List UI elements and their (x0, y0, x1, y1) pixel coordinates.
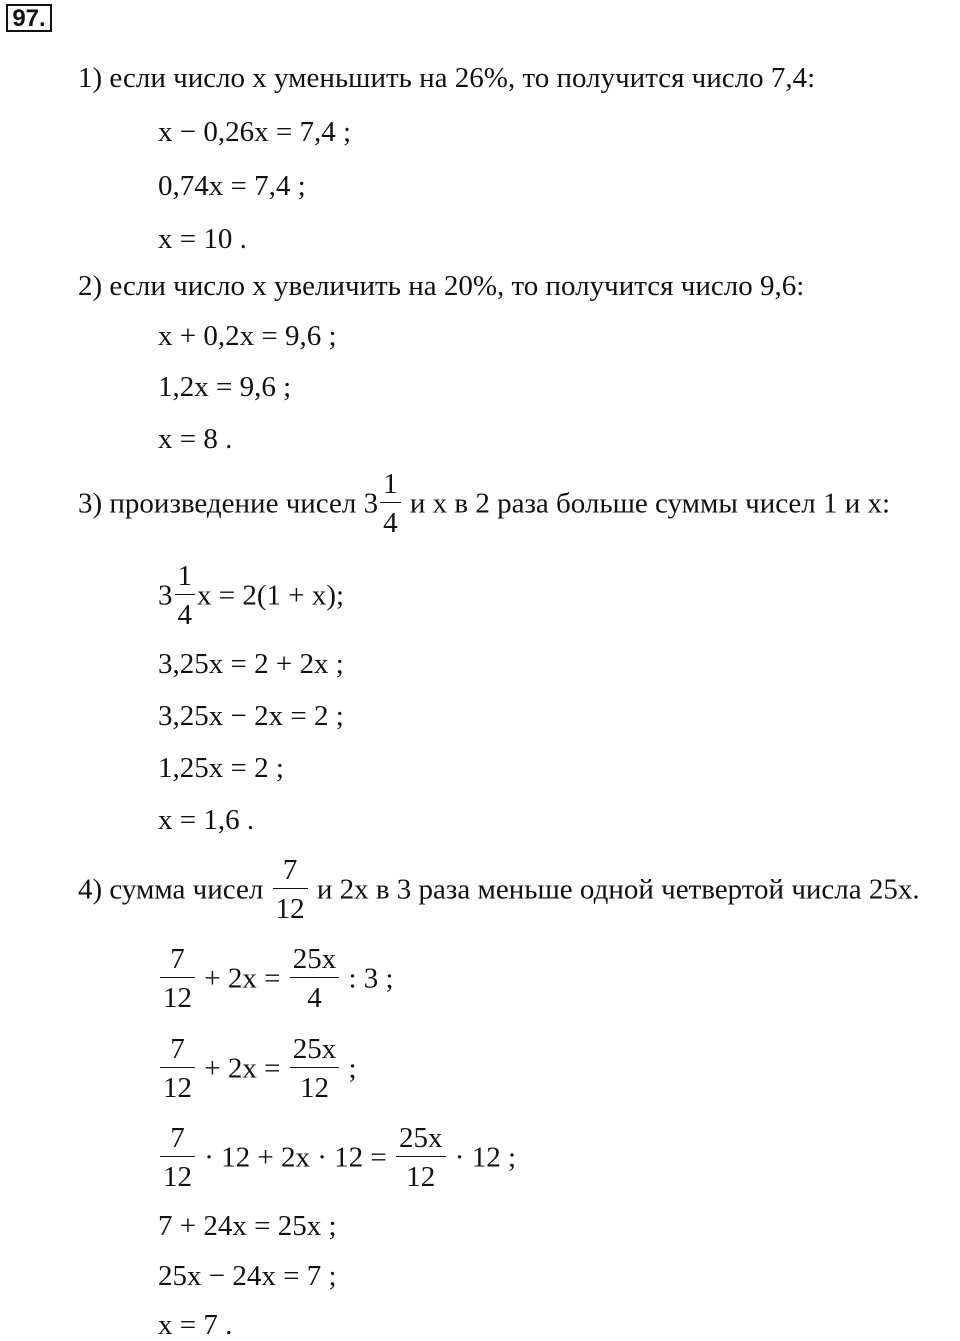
part2-step: x = 8 . (158, 423, 233, 455)
part3-step (158, 562, 344, 630)
part1-step: x − 0,26x = 7,4 ; (158, 116, 352, 148)
fraction-numerator: 1 (177, 560, 192, 592)
part3-step: 1,25x = 2 ; (158, 752, 284, 784)
fraction-denominator: 12 (160, 1067, 195, 1103)
equation-tail: · 12 ; (454, 1141, 516, 1174)
problem-number: 97. (6, 4, 52, 32)
mixed-number-whole: 3 (158, 579, 173, 612)
part4-statement-end: и 2x в 3 раза меньше одной четвертой числа 25x. (316, 873, 920, 906)
part4-step (158, 945, 394, 1013)
part3-statement-end: и x в 2 раза больше суммы чисел 1 и x: (409, 487, 891, 520)
part4-step (158, 1035, 357, 1103)
part1-statement: 1) если число x уменьшить на 26%, то получится число 7,4: (78, 62, 816, 94)
fraction-denominator: 12 (160, 1156, 195, 1192)
fraction-seven-twelfths (160, 945, 195, 1013)
fraction-numerator: 25x (399, 1122, 443, 1154)
fraction-numerator: 7 (170, 1033, 185, 1065)
part4-statement (78, 856, 920, 924)
fraction-one-quarter (175, 562, 196, 630)
equation-tail: ; (348, 1052, 357, 1085)
part3-step: x = 1,6 . (158, 804, 255, 836)
equation-middle: + 2x = (204, 1052, 281, 1085)
part3-step: 3,25x − 2x = 2 ; (158, 700, 344, 732)
part4-step: 25x − 24x = 7 ; (158, 1260, 337, 1292)
part4-step: x = 7 . (158, 1309, 233, 1341)
fraction-25x (290, 1035, 340, 1103)
fraction-numerator: 25x (292, 1033, 337, 1065)
fraction-denominator: 12 (160, 977, 195, 1013)
fraction-numerator: 7 (282, 854, 298, 886)
fraction-denominator: 4 (290, 977, 340, 1013)
fraction-denominator: 4 (380, 502, 401, 538)
part1-step: x = 10 . (158, 223, 247, 255)
fraction-numerator: 1 (383, 468, 398, 500)
fraction-one-quarter (380, 470, 401, 538)
part4-step (158, 1124, 516, 1192)
part4-step: 7 + 24x = 25x ; (158, 1210, 337, 1242)
part2-step: x + 0,2x = 9,6 ; (158, 320, 337, 352)
part4-statement-start: 4) сумма чисел (78, 873, 264, 906)
part3-step: 3,25x = 2 + 2x ; (158, 648, 344, 680)
fraction-denominator: 4 (175, 594, 196, 630)
fraction-seven-twelfths (160, 1124, 195, 1192)
fraction-25x (396, 1124, 446, 1192)
part3-statement (78, 470, 890, 538)
equation-tail: : 3 ; (348, 962, 394, 995)
equation-middle: + 2x = (204, 962, 281, 995)
part3-statement-start: 3) произведение чисел 3 (78, 487, 379, 520)
fraction-seven-twelfths (273, 856, 308, 924)
fraction-denominator: 12 (290, 1067, 340, 1103)
fraction-numerator: 25x (292, 943, 337, 975)
part2-step: 1,2x = 9,6 ; (158, 371, 292, 403)
equation-rest: x = 2(1 + x); (197, 579, 345, 612)
equation-middle: · 12 + 2x · 12 = (204, 1141, 387, 1174)
fraction-denominator: 12 (273, 888, 308, 924)
fraction-denominator: 12 (396, 1156, 446, 1192)
fraction-25x (290, 945, 340, 1013)
fraction-seven-twelfths (160, 1035, 195, 1103)
fraction-numerator: 7 (170, 943, 185, 975)
part1-step: 0,74x = 7,4 ; (158, 170, 306, 202)
part2-statement: 2) если число x увеличить на 20%, то получится число 9,6: (78, 270, 805, 302)
fraction-numerator: 7 (170, 1122, 185, 1154)
